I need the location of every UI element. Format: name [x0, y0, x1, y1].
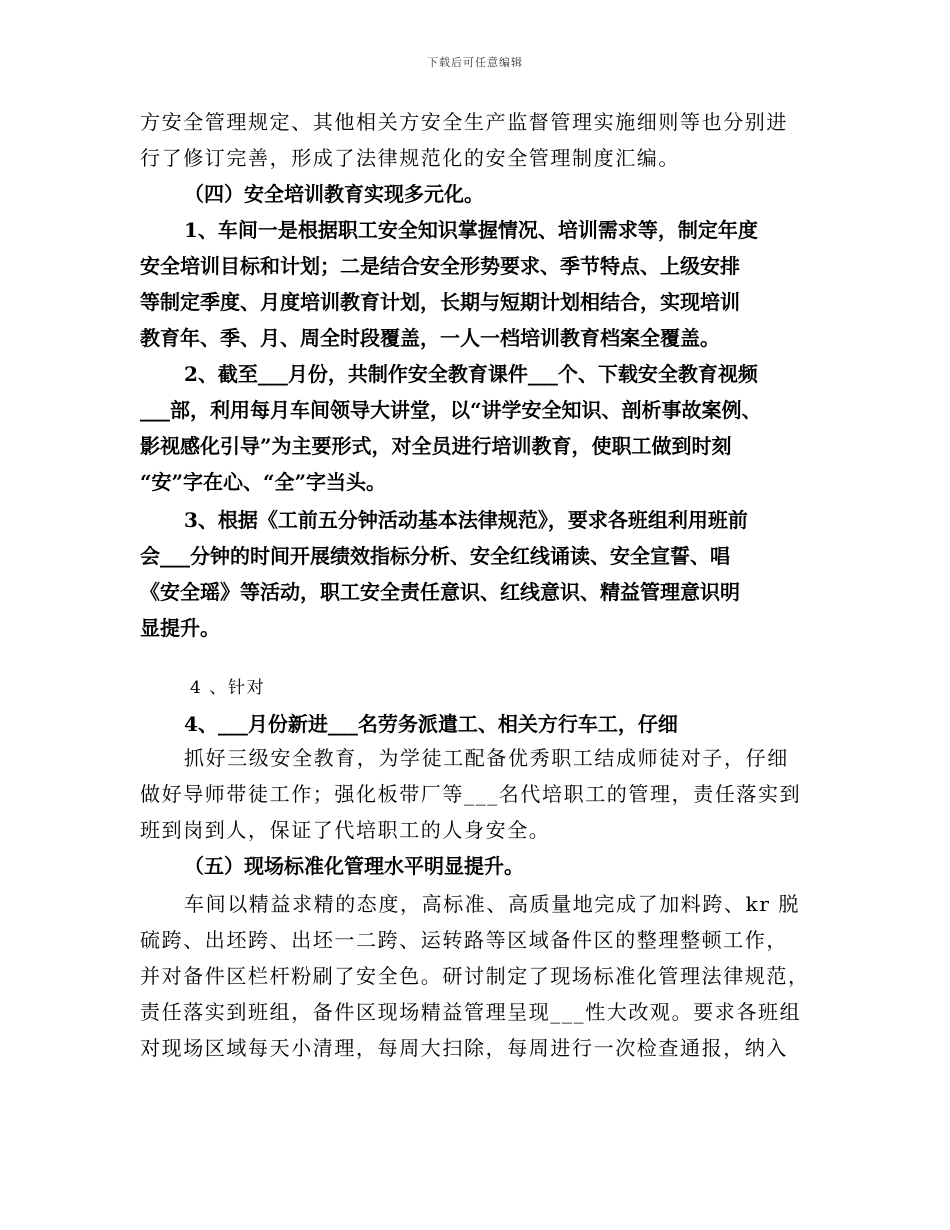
paragraph-line: 并对备件区栏杆粉刷了安全色。研讨制定了现场标准化管理法律规范， [140, 964, 810, 988]
paragraph-line: 4 、针对 [190, 678, 266, 698]
paragraph-line: 教育年、季、月、周全时段覆盖，一人一档培训教育档案全覆盖。 [140, 326, 720, 350]
paragraph-line: 2、截至___月份，共制作安全教育课件___个、下载安全教育视频 [184, 362, 758, 386]
paragraph-line: 1、车间一是根据职工安全知识掌握情况、培训需求等，制定年度 [184, 218, 758, 242]
paragraph-line: 4、___月份新进___名劳务派遣工、相关方行车工，仔细 [184, 712, 678, 736]
paragraph-line: 班到岗到人，保证了代培职工的人身安全。 [140, 818, 551, 842]
section-heading: （四）安全培训教育实现多元化。 [184, 182, 484, 206]
paragraph-line: 3、根据《工前五分钟活动基本法律规范》，要求各班组利用班前 [184, 508, 748, 532]
paragraph-line: 抓好三级安全教育，为学徒工配备优秀职工结成师徒对子，仔细 [184, 746, 789, 770]
paragraph-line: 等制定季度、月度培训教育计划，长期与短期计划相结合，实现培训 [140, 290, 740, 314]
page-header: 下载后可任意编辑 [427, 56, 523, 69]
paragraph-line: 方安全管理规定、其他相关方安全生产监督管理实施细则等也分别进 [140, 110, 788, 134]
section-heading: （五）现场标准化管理水平明显提升。 [184, 854, 524, 878]
paragraph-line: 行了修订完善，形成了法律规范化的安全管理制度汇编。 [140, 146, 680, 170]
paragraph-line: 影视感化引导”为主要形式，对全员进行培训教育，使职工做到时刻 [140, 434, 732, 458]
paragraph-line: 会___分钟的时间开展绩效指标分析、安全红线诵读、安全宣誓、唱 [140, 544, 730, 568]
paragraph-line: 车间以精益求精的态度，高标准、高质量地完成了加料跨、kr 脱 [184, 892, 801, 916]
paragraph-line: 责任落实到班组，备件区现场精益管理呈现___性大改观。要求各班组 [140, 1000, 802, 1024]
paragraph-line: 硫跨、出坯跨、出坯一二跨、运转路等区域备件区的整理整顿工作， [140, 928, 788, 952]
paragraph-line: ___部，利用每月车间领导大讲堂，以“讲学安全知识、剖析事故案例、 [140, 398, 762, 422]
paragraph-line: 显提升。 [140, 616, 220, 640]
paragraph-line: 《安全瑶》等活动，职工安全责任意识、红线意识、精益管理意识明 [140, 580, 740, 604]
paragraph-line: 安全培训目标和计划；二是结合安全形势要求、季节特点、上级安排 [140, 254, 740, 278]
paragraph-line: 对现场区域每天小清理，每周大扫除，每周进行一次检查通报，纳入 [140, 1036, 788, 1060]
paragraph-line: 做好导师带徒工作；强化板带厂等___名代培职工的管理，责任落实到 [140, 782, 802, 806]
paragraph-line: “安”字在心、“全”字当头。 [140, 470, 387, 494]
